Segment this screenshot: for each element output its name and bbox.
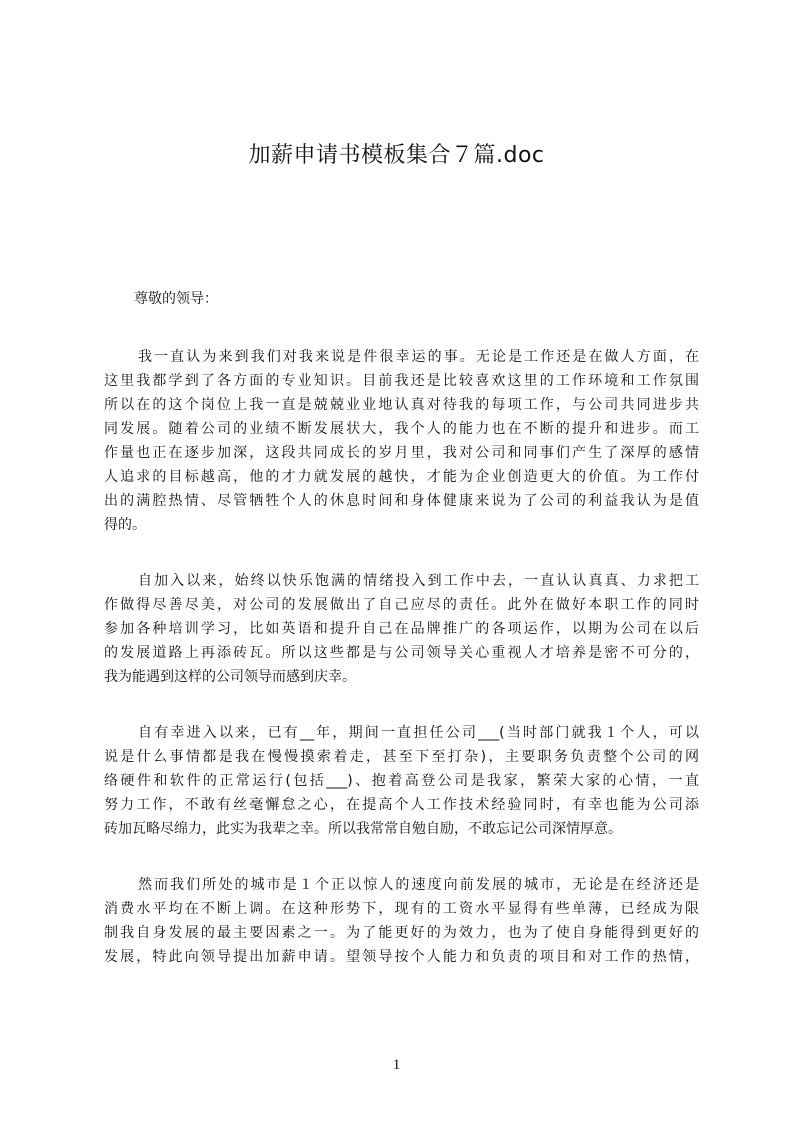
paragraph-line: 自加入以来，始终以快乐饱满的情绪投入到工作中去，一直认认真真、力求把工	[138, 573, 699, 589]
document-body	[104, 287, 699, 969]
paragraph-line: 说是什么事情都是我在慢慢摸索着走，甚至下至打杂)，主要职务负责整个公司的网	[104, 749, 699, 765]
paragraph-line: 然而我们所处的城市是１个正以惊人的速度向前发展的城市，无论是在经济还是	[138, 877, 699, 893]
page-number: 1	[392, 1057, 401, 1073]
paragraph-line: 得的。	[104, 517, 146, 533]
paragraph-line: 出的满腔热情、尽管牺牲个人的休息时间和身体健康来说为了公司的利益我认为是值	[104, 493, 699, 509]
paragraph-line: 我为能遇到这样的公司领导而感到庆幸。	[104, 669, 356, 685]
paragraph-line: 所以在的这个岗位上我一直是兢兢业业地认真对待我的每项工作，与公司共同进步共	[104, 397, 699, 413]
paragraph-line: 砖加瓦略尽绵力，此实为我辈之幸。所以我常常自勉自励，不敢忘记公司深情厚意。	[104, 821, 622, 837]
paragraph-line: 制我自身发展的最主要因素之一。为了能更好的为效力，也为了使自身能得到更好的	[104, 925, 699, 941]
paragraph-line: 同发展。随着公司的业绩不断发展状大，我个人的能力也在不断的提升和进步。而工	[104, 421, 699, 437]
paragraph-line: 这里我都学到了各方面的专业知识。目前我还是比较喜欢这里的工作环境和工作氛围	[104, 373, 699, 389]
paragraph-line: 发展，特此向领导提出加薪申请。望领导按个人能力和负责的项目和对工作的热情，	[104, 949, 699, 965]
paragraph-4	[104, 873, 699, 969]
paragraph-3	[104, 721, 699, 841]
paragraph-2	[104, 569, 699, 689]
paragraph-1	[104, 345, 699, 537]
paragraph-line: 我一直认为来到我们对我来说是件很幸运的事。无论是工作还是在做人方面，在	[138, 349, 699, 365]
salutation: 尊敬的领导：	[134, 291, 218, 307]
paragraph-line: 的发展道路上再添砖瓦。所以这些都是与公司领导关心重视人才培养是密不可分的，	[104, 645, 699, 661]
paragraph-line: 努力工作，不敢有丝毫懈怠之心，在提高个人工作技术经验同时，有幸也能为公司添	[104, 797, 699, 813]
paragraph-line: 消费水平均在不断上调。在这种形势下，现有的工资水平显得有些单薄，已经成为限	[104, 901, 699, 917]
paragraph-line: 作做得尽善尽美，对公司的发展做出了自己应尽的责任。此外在做好本职工作的同时	[104, 597, 699, 613]
paragraph-line: 人追求的目标越高，他的才力就发展的越快，才能为企业创造更大的价值。为工作付	[104, 469, 699, 485]
paragraph-line: 络硬件和软件的正常运行(包括___)、抱着高登公司是我家，繁荣大家的心情，一直	[104, 773, 699, 789]
paragraph-line: 自有幸进入以来，已有__年，期间一直担任公司___(当时部门就我１个人，可以	[138, 725, 699, 741]
paragraph-line: 作量也正在逐步加深，这段共同成长的岁月里，我对公司和同事们产生了深厚的感情	[104, 445, 699, 461]
document-title: 加薪申请书模板集合７篇.doc	[248, 143, 545, 168]
paragraph-line: 参加各种培训学习，比如英语和提升自己在品牌推广的各项运作，以期为公司在以后	[104, 621, 699, 637]
